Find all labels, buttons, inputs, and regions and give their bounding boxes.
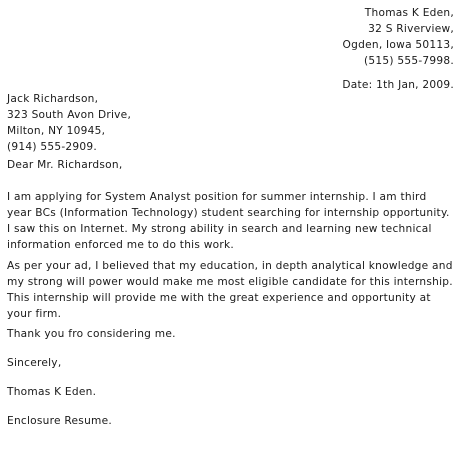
sender-name: Thomas K Eden, bbox=[364, 7, 454, 19]
body-paragraph-1 bbox=[7, 189, 459, 253]
recipient-street: 323 South Avon Drive, bbox=[7, 109, 132, 121]
recipient-address-block bbox=[7, 91, 131, 155]
paragraph-line: As per your ad, I believed that my education, in depth analytical knowledge and bbox=[7, 260, 453, 272]
body-paragraph-2 bbox=[7, 258, 459, 322]
salutation: Dear Mr. Richardson, bbox=[7, 159, 123, 171]
recipient-city: Milton, NY 10945, bbox=[7, 125, 106, 137]
sender-address-block bbox=[343, 5, 454, 69]
closing: Sincerely, bbox=[7, 357, 62, 369]
paragraph-line: I am applying for System Analyst position for summer internship. I am third bbox=[7, 191, 427, 203]
paragraph-line: information enforced me to do this work. bbox=[7, 239, 234, 251]
paragraph-line: your firm. bbox=[7, 308, 62, 320]
sender-city: Ogden, Iowa 50113, bbox=[342, 39, 454, 51]
recipient-phone: (914) 555-2909. bbox=[7, 141, 97, 153]
paragraph-line: my strong will power would make me most eligible candidate for this internship. bbox=[7, 276, 453, 288]
letter-date: Date: 1th Jan, 2009. bbox=[342, 79, 454, 91]
paragraph-line: This internship will provide me with the great experience and opportunity at bbox=[7, 292, 431, 304]
paragraph-line: year BCs (Information Technology) student searching for internship opportunity. bbox=[7, 207, 450, 219]
enclosure-note: Enclosure Resume. bbox=[7, 415, 112, 427]
sender-street: 32 S Riverview, bbox=[368, 23, 454, 35]
paragraph-line: I saw this on Internet. My strong ability in search and learning new technical bbox=[7, 223, 432, 235]
thanks-line: Thank you fro considering me. bbox=[7, 328, 176, 340]
recipient-name: Jack Richardson, bbox=[7, 93, 99, 105]
sender-phone: (515) 555-7998. bbox=[364, 55, 454, 67]
signature-name: Thomas K Eden. bbox=[7, 386, 97, 398]
